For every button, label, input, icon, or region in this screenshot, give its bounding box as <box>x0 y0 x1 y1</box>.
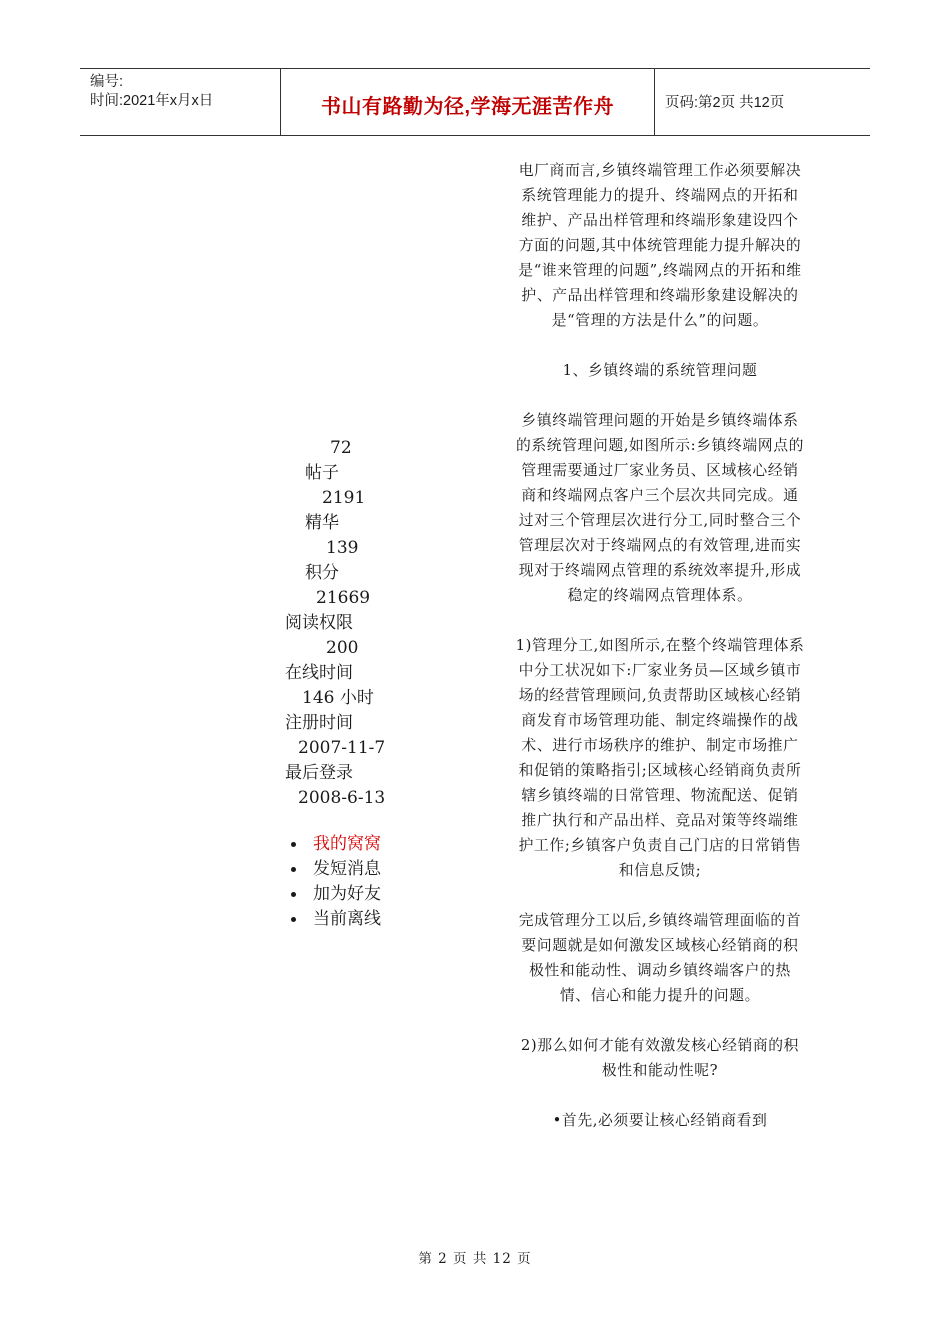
essence-value: 2191 <box>322 488 366 508</box>
online-time-label: 在线时间 <box>285 663 353 683</box>
menu-item-label: 当前离线 <box>313 909 381 929</box>
essence-label: 精华 <box>305 513 339 533</box>
menu-item-offline-status <box>288 907 381 932</box>
header-motto: 书山有路勤为径,学海无涯苦作舟 <box>281 69 655 135</box>
paragraph-after-division: 完成管理分工以后,乡镇终端管理面临的首要问题就是如何激发区域核心经销商的积极性和能动性、调动乡镇终端客户的热情、信心和能力提升的问题。 <box>518 912 802 1004</box>
paragraph-intro: 电厂商而言,乡镇终端管理工作必须要解决系统管理能力的提升、终端网点的开拓和维护、产品出样管理和终端形象建设四个方面的问题,其中体统管理能力提升解决的是“谁来管理的问题”,终端网点的开拓和维护、产品出样管理和终端形象建设解决的是“管理的方法是什么”的问题。 <box>518 162 802 329</box>
posts-value: 72 <box>330 438 352 458</box>
user-profile-stats <box>285 436 425 811</box>
document-code-label: 编号: <box>90 74 124 90</box>
paragraph-first-point: •首先,必须要让核心经销商看到 <box>552 1112 768 1129</box>
read-permission-value: 21669 <box>316 588 371 608</box>
menu-item-my-nest[interactable] <box>288 832 381 857</box>
paragraph-system-management: 乡镇终端管理问题的开始是乡镇终端体系的系统管理问题,如图所示:乡镇终端网点的管理需要通过厂家业务员、区域核心经销商和终端网点客户三个层次共同完成。通过对三个管理层次进行分工,同时整合三个管理层次对于终端网点的有效管理,进而实现对于终端网点管理的系统效率提升,形成稳定的终端网点管理体系。 <box>515 412 805 604</box>
menu-item-label[interactable]: 加为好友 <box>313 884 381 904</box>
points-value: 139 <box>326 538 359 558</box>
posts-label: 帖子 <box>305 463 339 483</box>
page-footer: 第 2 页 共 12 页 <box>418 1251 532 1267</box>
online-value: 200 <box>326 638 359 658</box>
header-meta-cell <box>80 69 281 135</box>
page-header <box>80 68 870 136</box>
online-hours: 146 小时 <box>302 688 374 708</box>
header-page-info: 页码:第2页 共12页 <box>665 95 785 111</box>
bullet-icon <box>291 892 296 897</box>
read-permission-label: 阅读权限 <box>285 613 353 633</box>
bullet-icon <box>291 867 296 872</box>
bullet-icon <box>291 917 296 922</box>
menu-item-label[interactable]: 我的窝窝 <box>313 834 381 854</box>
paragraph-question: 2)那么如何才能有效激发核心经销商的积极性和能动性呢? <box>520 1037 800 1079</box>
last-login-date: 2008-6-13 <box>298 788 386 808</box>
menu-item-add-friend[interactable] <box>288 882 381 907</box>
section-heading: 1、乡镇终端的系统管理问题 <box>562 362 758 379</box>
points-label: 积分 <box>305 563 339 583</box>
document-time-label: 时间:2021年x月x日 <box>90 93 214 109</box>
article-body <box>514 158 806 1158</box>
register-time-label: 注册时间 <box>285 713 353 733</box>
last-login-label: 最后登录 <box>285 763 353 783</box>
menu-item-label[interactable]: 发短消息 <box>313 859 381 879</box>
bullet-icon <box>291 842 296 847</box>
profile-actions-menu <box>288 832 381 932</box>
paragraph-division-of-labor: 1)管理分工,如图所示,在整个终端管理体系中分工状况如下:厂家业务员—区域乡镇市场的经营管理顾问,负责帮助区域核心经销商发育市场管理功能、制定终端操作的战术、进行市场秩序的维护、制定市场推广和促销的策略指引;区域核心经销商负责所辖乡镇终端的日常管理、物流配送、促销推广执行和产品出样、竞品对策等终端维护工作;乡镇客户负责自己门店的日常销售和信息反馈; <box>515 637 805 879</box>
register-date: 2007-11-7 <box>298 738 386 758</box>
menu-item-send-message[interactable] <box>288 857 381 882</box>
